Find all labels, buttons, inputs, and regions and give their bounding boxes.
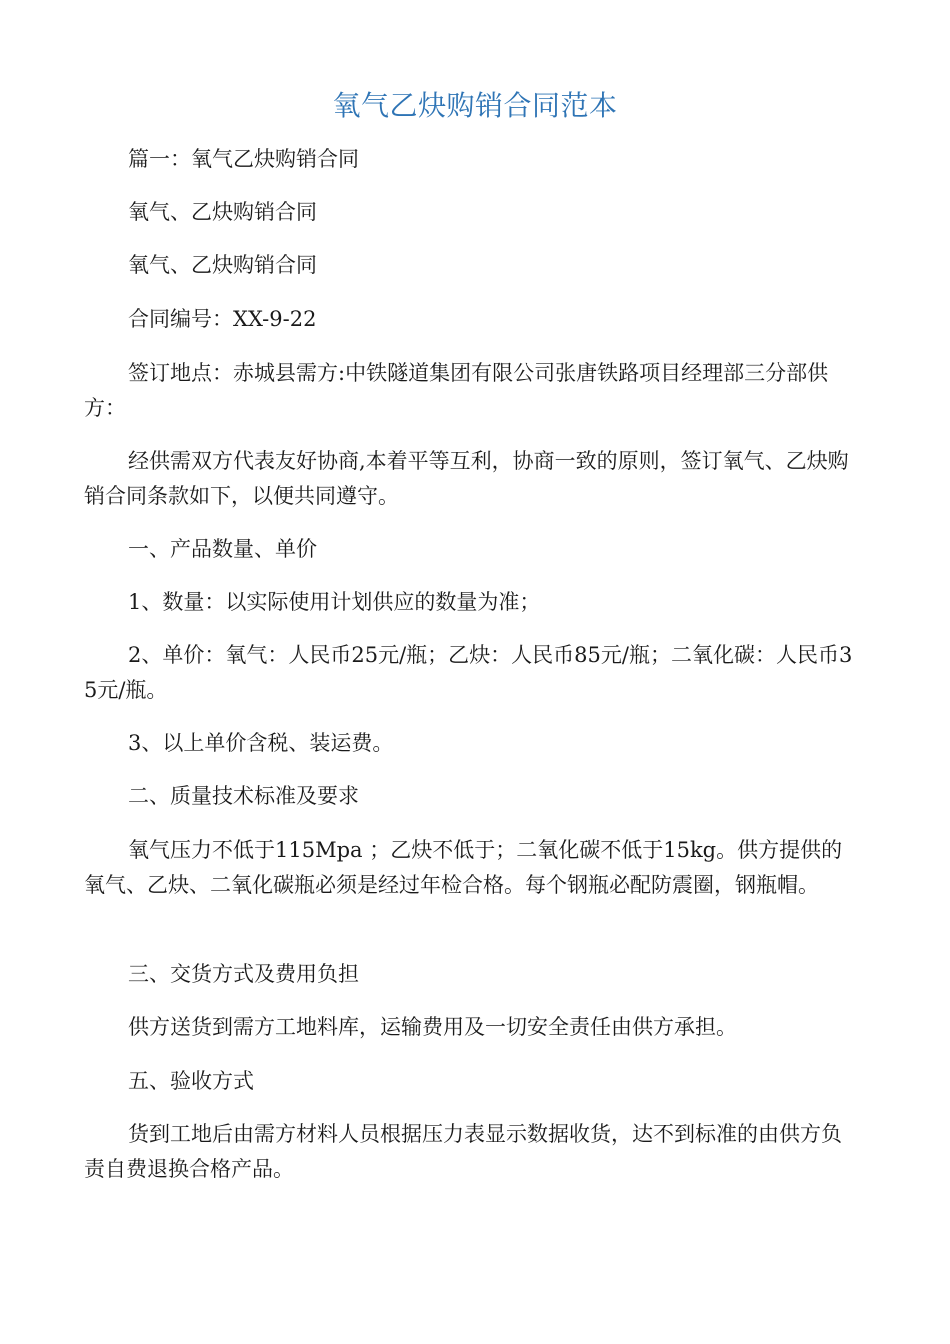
paragraph-contract-number: 合同编号：XX-9-22 <box>128 307 317 331</box>
section-heading-delivery: 三、交货方式及费用负担 <box>128 962 359 986</box>
paragraph-unit-price: 2、单价：氧气：人民币25元/瓶；乙炔：人民币85元/瓶；二氧化碳：人民币35元/瓶。 <box>84 643 853 702</box>
paragraph-quality-standards: 氧气压力不低于115Mpa ；乙炔不低于；二氧化碳不低于15kg。供方提供的氧气、乙炔、二氧化碳瓶必须是经过年检合格。每个钢瓶必配防震圈，钢瓶帽。 <box>84 838 843 897</box>
section-heading-acceptance: 五、验收方式 <box>128 1069 254 1093</box>
paragraph-price-includes: 3、以上单价含税、装运费。 <box>128 731 394 755</box>
document-title: 氧气乙炔购销合同范本 <box>332 89 618 122</box>
paragraph-delivery: 供方送货到需方工地料库，运输费用及一切安全责任由供方承担。 <box>128 1015 737 1039</box>
paragraph-chapter-heading: 篇一：氧气乙炔购销合同 <box>128 147 359 171</box>
paragraph-contract-name: 氧气、乙炔购销合同 <box>128 200 317 224</box>
paragraph-preamble: 经供需双方代表友好协商,本着平等互利，协商一致的原则，签订氧气、乙炔购 销合同条款如下，以便共同遵守。 <box>84 449 849 508</box>
section-heading-quantity-price: 一、产品数量、单价 <box>128 537 317 561</box>
paragraph-contract-name-repeat: 氧气、乙炔购销合同 <box>128 253 317 277</box>
paragraph-signing-location: 签订地点：赤城县需方:中铁隧道集团有限公司张唐铁路项目经理部三分部供方： <box>84 361 829 420</box>
section-heading-quality: 二、质量技术标准及要求 <box>128 784 359 808</box>
paragraph-acceptance: 货到工地后由需方材料人员根据压力表显示数据收货，达不到标准的由供方负责自费退换合格产品。 <box>84 1122 842 1181</box>
paragraph-quantity: 1、数量：以实际使用计划供应的数量为准； <box>128 590 541 614</box>
